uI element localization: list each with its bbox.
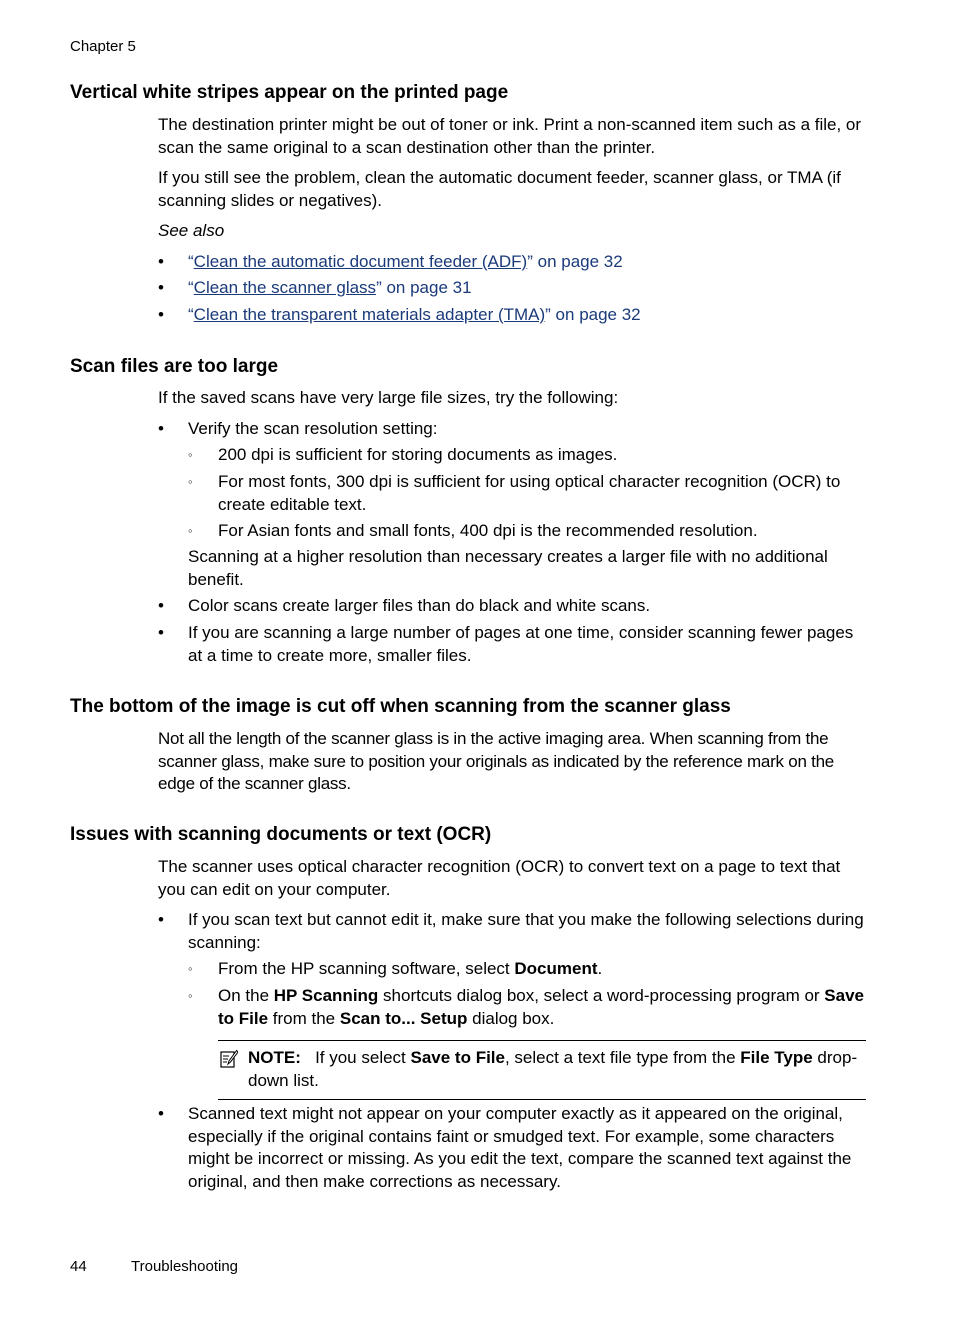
note-label: NOTE: — [248, 1048, 301, 1067]
link-clean-glass[interactable]: Clean the scanner glass — [193, 278, 377, 297]
paragraph-toner: The destination printer might be out of toner or ink. Print a non-scanned item such as a file, or scan the same original to a scan destination other than the printer. — [158, 115, 862, 157]
page-number: 44 — [70, 1258, 87, 1275]
section-heading-white-stripes: Vertical white stripes appear on the printed page — [70, 82, 509, 103]
note-text: NOTE: If you select Save to File, select a text file type from the File Type drop-down list. — [248, 1048, 858, 1090]
paragraph-scanner-glass-area: Not all the length of the scanner glass is in the active imaging area. When scanning from the scanner glass, make sure to position your originals as indicated by the reference mark on the edge of the scanner glass. — [158, 729, 835, 793]
note-box — [218, 1040, 866, 1100]
bullet-marker: • — [158, 252, 164, 271]
paragraph-large-files-intro: If the saved scans have very large file sizes, try the following: — [158, 388, 619, 407]
note-pencil-icon — [220, 1049, 238, 1069]
section-heading-large-files: Scan files are too large — [70, 356, 279, 377]
section-heading-bottom-cut-off: The bottom of the image is cut off when scanning from the scanner glass — [70, 696, 731, 717]
paragraph-ocr-intro: The scanner uses optical character recognition (OCR) to convert text on a page to text that you can edit on your computer. — [158, 857, 841, 899]
paragraph-clean-feeder: If you still see the problem, clean the automatic document feeder, scanner glass, or TMA (if scanning slides or negatives). — [158, 168, 841, 210]
bullet-marker: • — [158, 278, 164, 297]
link-clean-tma[interactable]: Clean the transparent materials adapter (TMA) — [193, 305, 546, 324]
see-also-label: See also — [158, 221, 225, 240]
bullet-marker: • — [158, 305, 164, 324]
link-clean-adf[interactable]: Clean the automatic document feeder (ADF) — [193, 252, 528, 271]
footer-section-title: Troubleshooting — [131, 1258, 239, 1275]
chapter-label: Chapter 5 — [70, 38, 136, 55]
section-heading-ocr: Issues with scanning documents or text (OCR) — [70, 824, 492, 845]
